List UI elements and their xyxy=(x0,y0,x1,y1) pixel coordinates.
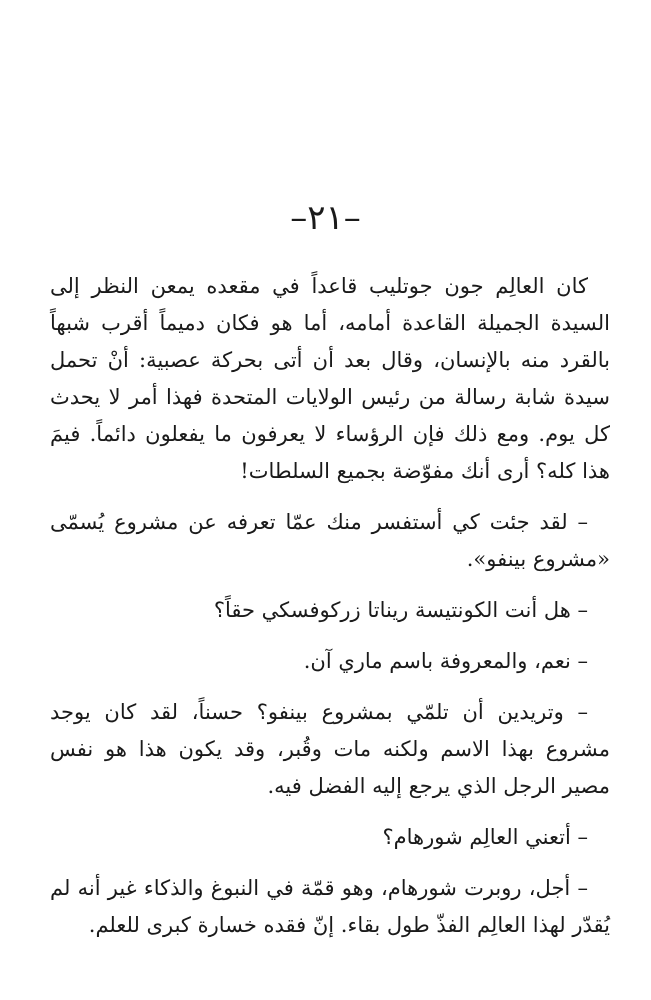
paragraph: – وتريدين أن تلمّي بمشروع بينفو؟ حسناً، لقد كان يوجد مشروع بهذا الاسم ولكنه مات وقُبر، وقد يكون هذا هو نفس مصير الرجل الذي يرجع إليه الفضل فيه. xyxy=(50,700,610,798)
page-body xyxy=(50,268,610,944)
paragraph: – أجل، روبرت شورهام، وهو قمّة في النبوغ والذكاء غير أنه لم يُقدّر لهذا العالِم الفذّ طول بقاء. إنّ فقده خسارة كبرى للعلم. xyxy=(50,876,610,937)
page-number: –٢١– xyxy=(290,198,361,238)
paragraph: – نعم، والمعروفة باسم ماري آن. xyxy=(303,649,588,673)
paragraph: كان العالِم جون جوتليب قاعداً في مقعده يمعن النظر إلى السيدة الجميلة القاعدة أمامه، أما هو فكان دميماً أقرب شبهاً بالقرد منه بالإنسان، وقال بعد أن أتى بحركة عصبية: أنْ تحمل سيدة شابة رسالة من رئيس الولايات المتحدة فهذا أمر لا يحدث كل يوم. ومع ذلك فإن الرؤساء لا يعرفون ما يفعلون دائماً. فيمَ هذا كله؟ أرى أنك مفوّضة بجميع السلطات! xyxy=(50,274,610,483)
paragraph: – لقد جئت كي أستفسر منك عمّا تعرفه عن مشروع يُسمّى «مشروع بينفو». xyxy=(50,510,610,571)
paragraph: – أتعني العالِم شورهام؟ xyxy=(382,825,588,849)
paragraph: – هل أنت الكونتيسة ريناتا زركوفسكي حقاً؟ xyxy=(213,598,588,622)
